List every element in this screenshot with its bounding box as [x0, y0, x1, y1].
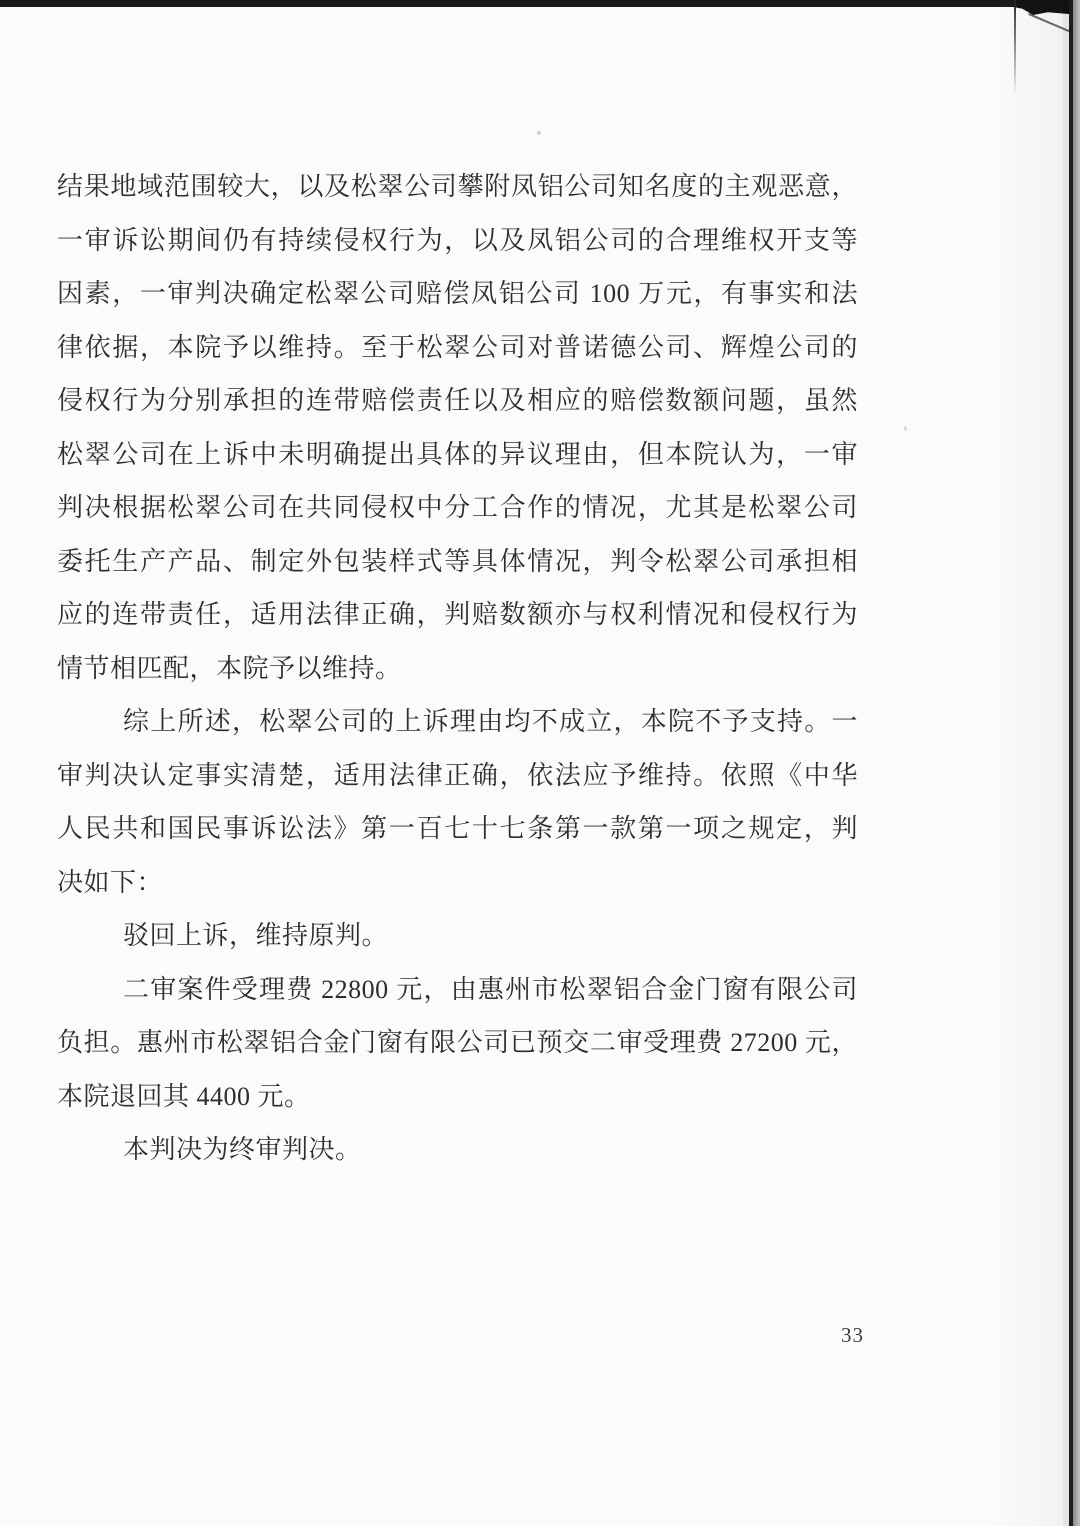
page-number: 33	[841, 1323, 864, 1347]
text-line: 委托生产产品、制定外包装样式等具体情况，判令松翠公司承担相	[57, 546, 858, 576]
text-line: 驳回上诉，维持原判。	[123, 921, 389, 950]
scan-speck	[904, 426, 907, 431]
judgment-text-block	[57, 160, 858, 1177]
text-line: 因素，一审判决确定松翠公司赔偿凤铝公司 100 万元，有事实和法	[57, 279, 858, 308]
text-line: 一审诉讼期间仍有持续侵权行为，以及凤铝公司的合理维权开支等	[57, 225, 858, 255]
scan-right-edge-gray-band	[1073, 0, 1080, 1526]
text-line: 判决根据松翠公司在共同侵权中分工合作的情况，尤其是松翠公司	[57, 493, 858, 522]
text-line: 本判决为终审判决。	[123, 1135, 362, 1164]
text-line: 本院退回其 4400 元。	[57, 1081, 311, 1111]
text-line: 应的连带责任，适用法律正确，判赔数额亦与权利情况和侵权行为	[57, 600, 858, 629]
text-line: 负担。惠州市松翠铝合金门窗有限公司已预交二审受理费 27200 元，	[57, 1028, 858, 1057]
text-line: 侵权行为分别承担的连带赔偿责任以及相应的赔偿数额问题，虽然	[57, 386, 858, 415]
text-line: 结果地域范围较大，以及松翠公司攀附凤铝公司知名度的主观恶意，	[57, 172, 858, 201]
text-line: 人民共和国民事诉讼法》第一百七十七条第一款第一项之规定，判	[57, 814, 858, 843]
text-line: 综上所述，松翠公司的上诉理由均不成立，本院不予支持。一	[123, 707, 858, 736]
text-line: 二审案件受理费 22800 元，由惠州市松翠铝合金门窗有限公司	[123, 974, 858, 1004]
text-line: 审判决认定事实清楚，适用法律正确，依法应予维持。依照《中华	[57, 760, 858, 790]
scan-top-edge-bar	[0, 0, 1080, 7]
text-line: 律依据，本院予以维持。至于松翠公司对普诺德公司、辉煌公司的	[57, 332, 858, 362]
text-line: 情节相匹配，本院予以维持。	[57, 653, 402, 683]
text-line: 决如下：	[57, 867, 164, 897]
scan-thin-vertical-line	[1014, 0, 1016, 96]
text-line: 松翠公司在上诉中未明确提出具体的异议理由，但本院认为，一审	[57, 439, 858, 469]
scan-speck	[537, 131, 541, 135]
